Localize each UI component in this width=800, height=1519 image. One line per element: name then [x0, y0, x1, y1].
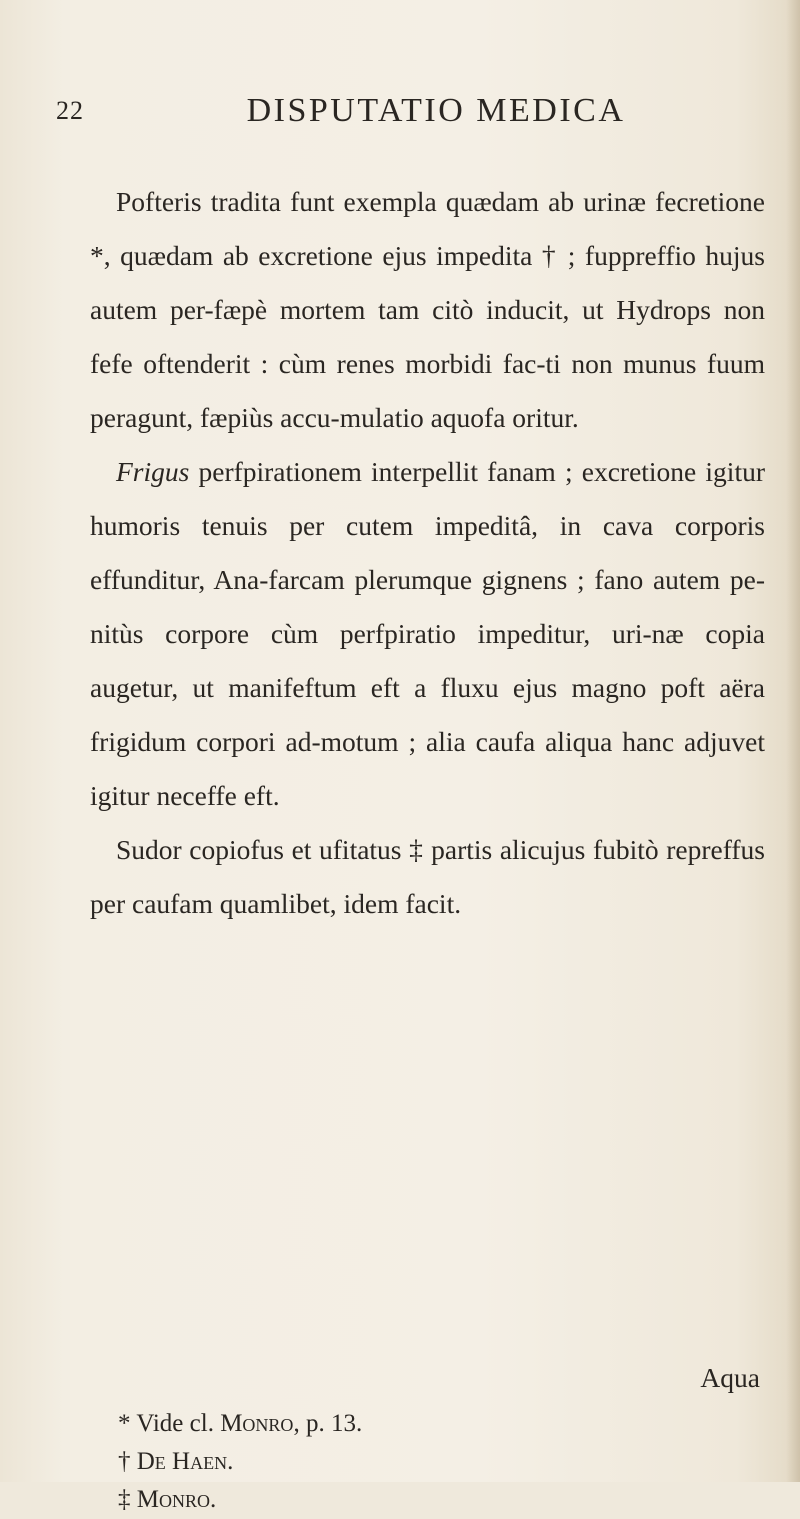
paragraph-text: Pofteris tradita funt exempla quædam ab urinæ fecretione *, quædam ab excretione ejus impedita † ; fuppreffio hujus autem per-fæpè mortem tam citò inducit, ut Hydrops non fefe oftenderit : cùm renes morbidi fac-ti non munus fuum peragunt, fæpiùs accu-mulatio aquofa oritur.: [90, 186, 765, 433]
footnote: [118, 1443, 718, 1481]
paragraph-2: [90, 445, 765, 823]
footnote: [118, 1481, 718, 1519]
footnote-author: De Haen: [136, 1448, 228, 1475]
paragraph-1: [90, 175, 765, 445]
footnotes: [118, 1405, 718, 1519]
footnote-mark: †: [118, 1448, 131, 1475]
running-title: DISPUTATIO MEDICA: [246, 92, 626, 129]
italic-term: Frigus: [116, 456, 190, 487]
footnote-suffix: , p. 13.: [293, 1410, 363, 1437]
footnote: [118, 1405, 718, 1443]
paragraph-text: perfpirationem interpellit fanam ; excretione igitur humoris tenuis per cutem impeditâ, in cava corporis effunditur, Ana-farcam plerumque gignens ; fano autem pe-nitùs corpore cùm perfpiratio impeditur, uri-næ copia augetur, ut manifeftum eft a fluxu ejus magno poft aëra frigidum corpori ad-motum ; alia caufa aliqua hanc adjuvet igitur neceffe eft.: [90, 456, 765, 811]
footnote-author: Monro: [136, 1486, 210, 1513]
paragraph-3: [90, 823, 765, 931]
body-text: [90, 175, 765, 931]
footnote-suffix: .: [209, 1486, 217, 1513]
footnote-mark: ‡: [118, 1486, 131, 1513]
catchword: Aqua: [700, 1362, 760, 1393]
footnote-mark: *: [118, 1410, 131, 1437]
page-edge-shadow: [786, 0, 800, 1482]
running-head: [56, 92, 760, 142]
footnote-text: Vide cl.: [136, 1410, 221, 1437]
page-number: 22: [56, 96, 84, 125]
paragraph-text: Sudor copiofus et ufitatus ‡ partis alicujus fubitò repreffus per caufam quamlibet, idem facit.: [90, 834, 765, 919]
footnote-author: Monro: [220, 1410, 294, 1437]
footnote-suffix: .: [227, 1448, 234, 1475]
